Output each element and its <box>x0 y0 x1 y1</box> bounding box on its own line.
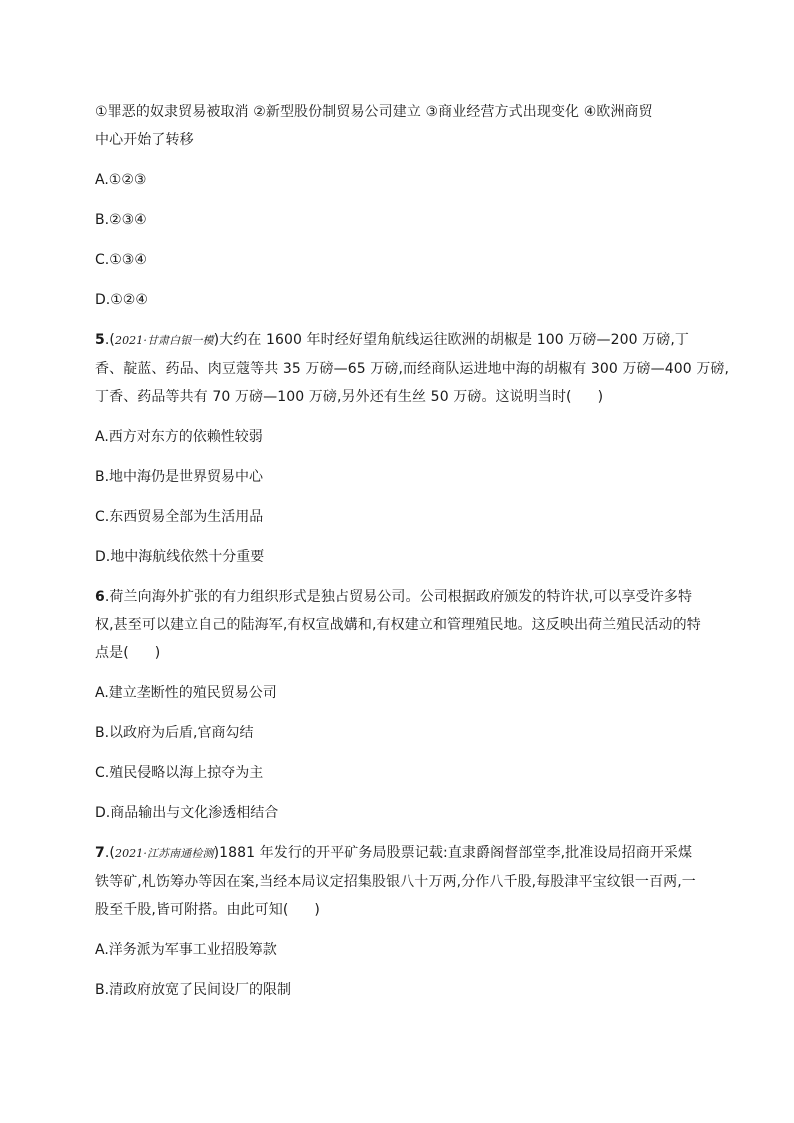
q7-paren-close: ) <box>213 845 220 861</box>
q4-statements-line-1: ①罪恶的奴隶贸易被取消 ②新型股份制贸易公司建立 ③商业经营方式出现变化 ④欧洲商贸 <box>95 104 653 120</box>
q6-stem-line-3 <box>95 639 705 667</box>
q5-paren-open: .( <box>104 332 115 348</box>
q5-stem-line-2: 香、靛蓝、药品、肉豆蔻等共 35 万磅—65 万磅,而经商队运进地中海的胡椒有 300 万磅—400 万磅, <box>95 361 730 377</box>
q6-option-d: D.商品输出与文化渗透相结合 <box>95 805 279 821</box>
q7-stem-line-1 <box>95 839 705 868</box>
q5-stem-line-3 <box>95 383 705 411</box>
q7-number: 7 <box>95 845 105 861</box>
q5-option-c: C.东西贸易全部为生活用品 <box>95 509 264 525</box>
q7-source: 2021·江苏南通检测 <box>114 847 214 860</box>
q5-stem-text-3: 丁香、药品等共有 70 万磅—100 万磅,另外还有生丝 50 万磅。这说明当时( <box>95 389 572 405</box>
q6-stem-close: ) <box>154 645 161 661</box>
exam-page <box>95 98 730 1004</box>
q5-option-b: B.地中海仍是世界贸易中心 <box>95 469 264 485</box>
q6-stem-text-3: 点是( <box>95 645 129 661</box>
q6-option-c: C.殖民侵略以海上掠夺为主 <box>95 765 264 781</box>
q6-stem-text-1: .荷兰向海外扩张的有力组织形式是独占贸易公司。公司根据政府颁发的特许状,可以享受许多特 <box>104 589 693 605</box>
q5-stem-close: ) <box>597 389 604 405</box>
q7-stem-close: ) <box>314 902 320 918</box>
q6-stem-line-2: 权,甚至可以建立自己的陆海军,有权宣战媾和,有权建立和管理殖民地。这反映出荷兰殖民活动的特 <box>95 617 701 633</box>
q7-option-a: A.洋务派为军事工业招股筹款 <box>95 942 277 958</box>
q6-stem-line-1 <box>95 583 705 611</box>
q7-stem-text-3: 股至千股,皆可附搭。由此可知( <box>95 902 289 918</box>
q4-option-d: D.①②④ <box>95 292 148 308</box>
q5-source: 2021·甘肃白银一模 <box>114 334 214 347</box>
q4-statements-line-2: 中心开始了转移 <box>95 132 194 148</box>
question-4-tail <box>95 98 705 314</box>
q5-stem-line-1 <box>95 326 705 355</box>
q5-option-a: A.西方对东方的依赖性较弱 <box>95 429 263 445</box>
q7-stem-line-3 <box>95 896 705 924</box>
q6-option-b: B.以政府为后盾,官商勾结 <box>95 725 254 741</box>
q7-stem-line-2: 铁等矿,札饬筹办等因在案,当经本局议定招集股银八十万两,分作八千股,每股津平宝纹银一百两,一 <box>95 874 696 890</box>
question-7 <box>95 839 705 1004</box>
q4-option-b: B.②③④ <box>95 212 147 228</box>
q7-option-b: B.清政府放宽了民间设厂的限制 <box>95 982 292 998</box>
q7-paren-open: .( <box>104 845 115 861</box>
question-6 <box>95 583 705 827</box>
q5-paren-close: ) <box>213 332 220 348</box>
q6-number: 6 <box>95 589 105 605</box>
q4-option-a: A.①②③ <box>95 172 147 188</box>
q5-option-d: D.地中海航线依然十分重要 <box>95 549 265 565</box>
question-5 <box>95 326 730 571</box>
q4-option-c: C.①③④ <box>95 252 147 268</box>
q5-number: 5 <box>95 332 105 348</box>
q6-option-a: A.建立垄断性的殖民贸易公司 <box>95 685 277 701</box>
q5-stem-text-1: 大约在 1600 年时经好望角航线运往欧洲的胡椒是 100 万磅—200 万磅,丁 <box>219 332 689 348</box>
q7-stem-text-1: 1881 年发行的开平矿务局股票记载:直隶爵阁督部堂李,批准设局招商开采煤 <box>219 845 693 861</box>
